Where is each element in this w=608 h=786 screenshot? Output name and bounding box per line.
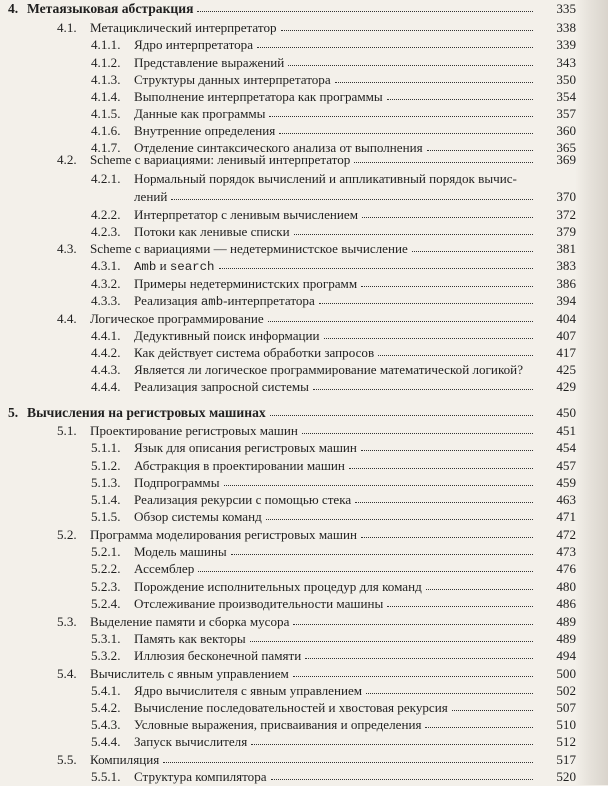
toc-page-number: 369 [556,152,576,167]
leader-dots [269,116,533,117]
toc-page-number: 451 [556,423,576,438]
leader-dots [171,199,533,200]
toc-number: 4.1.6. [91,123,121,138]
toc-page-number: 472 [556,527,576,542]
toc-number: 4.1.1. [91,37,121,52]
toc-title: Является ли логическое программирование математической логикой? [134,362,524,377]
leader-dots [251,744,533,745]
toc-number: 5.1. [57,423,77,438]
toc-number: 4.4.1. [91,328,121,343]
toc-title: Запуск вычислителя [134,734,248,749]
toc-title: Внутренние определения [134,123,276,138]
toc-page-number: 350 [556,72,576,87]
toc-subsection-entry [0,344,576,362]
leader-dots [250,641,533,642]
toc-number: 4.2.2. [91,207,121,222]
toc-title: Проектирование регистровых машин [90,423,298,438]
leader-dots [426,589,533,590]
toc-number: 5.3.2. [91,648,121,663]
toc-page-number: 335 [556,1,576,16]
toc-title: Потоки как ленивые списки [134,224,290,239]
toc-title: Структура компилятора [134,769,267,784]
toc-chapter-entry [0,0,576,18]
toc-title: Вычисление последовательностей и хвостовая рекурсия [134,700,448,715]
toc-number: 5.2.2. [91,561,121,576]
toc-number: 4.4. [57,311,77,326]
leader-dots [302,433,533,434]
toc-subsection-entry [0,88,576,106]
toc-title: Представление выражений [134,55,285,70]
toc-subsection-entry [0,768,576,786]
toc-title: Условные выражения, присваивания и определения [134,717,422,732]
leader-dots [361,286,533,287]
toc-number: 4.1.3. [91,72,121,87]
toc-section-entry [0,751,576,769]
toc-subsection-entry [0,508,576,526]
toc-title: Метациклический интерпретатор [90,20,277,35]
toc-page-number: 512 [556,734,576,749]
leader-dots [294,234,533,235]
toc-title: Данные как программы [134,106,266,121]
toc-title: Scheme с вариациями: ленивый интерпретатор [90,152,351,167]
toc-page-number: 370 [556,189,576,204]
toc-number: 5.4.2. [91,700,121,715]
toc-number: 4.3. [57,241,77,256]
leader-dots [288,65,533,66]
toc-page-number: 404 [556,311,576,326]
toc-page-number: 381 [556,241,576,256]
toc-page-number: 365 [556,140,576,155]
toc-number: 5.4.4. [91,734,121,749]
toc-number: 4.4.4. [91,379,121,394]
toc-subsection-entry [0,257,576,275]
leader-dots [313,389,533,390]
toc-page-number: 459 [556,475,576,490]
toc-number: 4.1.5. [91,106,121,121]
toc-title: Дедуктивный поиск информации [134,328,320,343]
leader-dots [293,676,533,677]
toc-section-entry [0,151,576,169]
toc-number: 4.2.3. [91,224,121,239]
toc-title: Scheme с вариациями — недетерминистское вычисление [90,241,408,256]
toc-subsection-entry [0,170,576,188]
toc-title: Интерпретатор с ленивым вычислением [134,207,359,222]
toc-title: Amb и search [134,258,215,274]
toc-subsection-entry [0,439,576,457]
toc-page-number: 463 [556,492,576,507]
toc-page-number: 471 [556,509,576,524]
toc-subsection-entry [0,292,576,310]
toc-subsection-entry [0,716,576,734]
toc-subsection-entry [0,36,576,54]
toc-number: 4.4.2. [91,345,121,360]
leader-dots [354,162,533,163]
toc-subsection-entry [0,457,576,475]
toc-number: 5.4.1. [91,683,121,698]
toc-section-entry [0,422,576,440]
toc-title: Метаязыковая абстракция [27,1,194,16]
toc-number: 4.1. [57,20,77,35]
leader-dots [349,468,533,469]
toc-number: 4.1.7. [91,140,121,155]
leader-dots [197,11,533,12]
toc-page-number: 383 [556,258,576,273]
toc-subsection-entry [0,733,576,751]
leader-dots [231,554,533,555]
toc-page-number: 494 [556,648,576,663]
toc-title: Реализация запросной системы [134,379,309,394]
leader-dots [387,99,533,100]
toc-title: Память как векторы [134,631,246,646]
toc-title: Программа моделирования регистровых машин [90,527,357,542]
toc-page-number: 500 [556,666,576,681]
toc-subsection-entry [0,595,576,613]
toc-number: 4. [8,1,19,16]
toc-page-number: 507 [556,700,576,715]
toc-page-number: 354 [556,89,576,104]
leader-dots [293,624,533,625]
toc-subsection-entry [0,378,576,396]
toc-number: 5.1.2. [91,458,121,473]
leader-dots [163,762,533,763]
toc-title: Ядро вычислителя с явным управлением [134,683,363,698]
toc-title: Реализация рекурсии с помощью стека [134,492,352,507]
toc-title: Как действует система обработки запросов [134,345,375,360]
toc-number: 5.2.1. [91,544,121,559]
toc-page-number: 360 [556,123,576,138]
toc-subsection-entry [0,327,576,345]
toc-page-number: 489 [556,631,576,646]
toc-page-number: 379 [556,224,576,239]
leader-dots [319,303,533,304]
toc-title: Ассемблер [134,561,195,576]
toc-title: Порождение исполнительных процедур для команд [134,579,422,594]
toc-page-number: 520 [556,769,576,784]
toc-number: 4.2. [57,152,77,167]
toc-subsection-entry [0,206,576,224]
toc-subsection-entry [0,682,576,700]
toc-title: Отслеживание производительности машины [134,596,384,611]
toc-number: 4.3.2. [91,276,121,291]
toc-subsection-entry [0,105,576,123]
leader-dots [198,571,533,572]
toc-subsection-entry [0,560,576,578]
toc-page-number: 489 [556,614,576,629]
toc-section-entry [0,240,576,258]
toc-title: Отделение синтаксического анализа от выполнения [134,140,423,155]
leader-dots [452,710,533,711]
toc-page-number: 338 [556,20,576,35]
toc-page-number: 343 [556,55,576,70]
toc-page-number: 394 [556,293,576,308]
toc-title: Примеры недетерминистских программ [134,276,358,291]
toc-title: Вычислитель с явным управлением [90,666,289,681]
toc-subsection-entry [0,491,576,509]
leader-dots [366,693,533,694]
toc-section-entry [0,526,576,544]
toc-number: 5.1.3. [91,475,121,490]
leader-dots [355,502,533,503]
toc-number: 4.1.2. [91,55,121,70]
toc-title: Язык для описания регистровых машин [134,440,357,455]
toc-section-entry [0,310,576,328]
toc-number: 4.2.1. [91,171,121,186]
toc-section-entry [0,665,576,683]
toc-number: 5.1.4. [91,492,121,507]
leader-dots [425,727,533,728]
toc-subsection-entry [0,275,576,293]
toc-page-number: 339 [556,37,576,52]
toc-page-number: 417 [556,345,576,360]
toc-page-number: 372 [556,207,576,222]
toc-page-number: 486 [556,596,576,611]
toc-page-number: 454 [556,440,576,455]
toc-title: Обзор системы команд [134,509,262,524]
toc-number: 5.3.1. [91,631,121,646]
toc-number: 5.1.5. [91,509,121,524]
toc-page-number: 502 [556,683,576,698]
toc-title: Нормальный порядок вычислений и аппликативный порядок вычис- [134,171,517,186]
toc-title: лений [134,189,168,204]
toc-number: 4.1.4. [91,89,121,104]
leader-dots [257,47,533,48]
toc-page-number: 510 [556,717,576,732]
leader-dots [387,606,533,607]
toc-subsection-entry [0,474,576,492]
toc-title: Компиляция [90,752,160,767]
toc-number: 5.2. [57,527,77,542]
toc-title: Выполнение интерпретатора как программы [134,89,383,104]
toc-title: Структуры данных интерпретатора [134,72,331,87]
toc-number: 5.5.1. [91,769,121,784]
toc-subsection-entry [0,578,576,596]
leader-dots [281,30,533,31]
toc-number: 5.2.3. [91,579,121,594]
toc-number: 5.4.3. [91,717,121,732]
toc-title: Модель машины [134,544,227,559]
toc-title: Иллюзия бесконечной памяти [134,648,302,663]
toc-chapter-entry [0,404,576,422]
toc-title: Реализация amb-интерпретатора [134,293,315,309]
toc-subsection-entry [0,223,576,241]
toc-page-number: 450 [556,405,576,420]
leader-dots [324,338,533,339]
leader-dots [412,251,533,252]
toc-section-entry [0,613,576,631]
toc-subsection-entry [0,54,576,72]
toc-subsection-entry [0,647,576,665]
toc-title: Выделение памяти и сборка мусора [90,614,290,629]
toc-subsection-entry [0,188,576,206]
leader-dots [362,217,533,218]
toc-subsection-entry [0,543,576,561]
toc-page-number: 357 [556,106,576,121]
toc-page-number: 517 [556,752,576,767]
leader-dots [305,658,533,659]
toc-page-number: 473 [556,544,576,559]
toc-page-number: 457 [556,458,576,473]
toc-section-entry [0,19,576,37]
leader-dots [268,321,533,322]
leader-dots [279,133,533,134]
leader-dots [378,355,533,356]
toc-number: 5.1.1. [91,440,121,455]
leader-dots [361,450,533,451]
toc-number: 4.4.3. [91,362,121,377]
toc-page-number: 480 [556,579,576,594]
toc-number: 4.3.1. [91,258,121,273]
toc-subsection-entry [0,122,576,140]
toc-number: 5.5. [57,752,77,767]
leader-dots [361,537,533,538]
toc-number: 4.3.3. [91,293,121,308]
toc-title: Подпрограммы [134,475,220,490]
toc-title: Абстракция в проектировании машин [134,458,345,473]
toc-number: 5. [8,405,19,420]
toc-subsection-entry [0,71,576,89]
leader-dots [266,519,533,520]
toc-number: 5.3. [57,614,77,629]
leader-dots [270,415,533,416]
toc-subsection-entry [0,630,576,648]
toc-title: Логическое программирование [90,311,264,326]
toc-number: 5.4. [57,666,77,681]
toc-page-number: 425 [556,362,576,377]
toc-title: Ядро интерпретатора [134,37,254,52]
leader-dots [219,268,534,269]
leader-dots [224,485,534,486]
toc-page-number: 429 [556,379,576,394]
toc-subsection-entry [0,699,576,717]
leader-dots [271,779,533,780]
toc-page-number: 407 [556,328,576,343]
toc-title: Вычисления на регистровых машинах [27,405,266,420]
toc-page-number: 476 [556,561,576,576]
toc-subsection-entry [0,361,576,379]
leader-dots [335,82,533,83]
toc-number: 5.2.4. [91,596,121,611]
toc-page-number: 386 [556,276,576,291]
